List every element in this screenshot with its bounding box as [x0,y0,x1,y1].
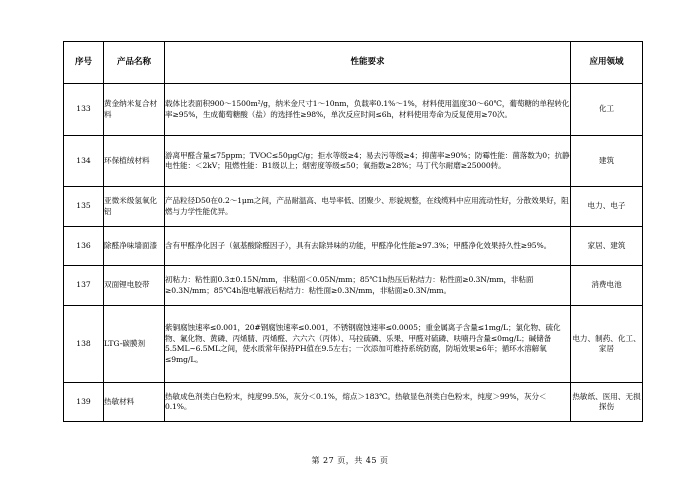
row-no: 135 [64,187,104,227]
page-number-footer: 第 27 页，共 45 页 [311,456,389,465]
header-performance: 性能要求 [165,42,571,84]
row-product-name: LTG-碳膜剂 [104,306,165,383]
table-row [64,306,643,383]
row-product-name: 环保植绒材料 [104,136,165,187]
table-row [64,136,643,187]
row-no: 139 [64,383,104,422]
row-performance: 热敏成色剂类白色粉末，纯度99.5%，灰分＜0.1%，熔点＞183℃。热敏显色剂类白色粉末，纯度＞99%，灰分＜0.1%。 [165,383,571,422]
row-performance: 游离甲醛含量≤75ppm；TVOC≤50μgC/g；拒水等级≥4；易去污等级≥4；抑菌率≥90%；防霉性能：菌落数为0；抗静电性能：＜2kV；阻燃性能：B1级以上；烟密度等级≤50；氧指数≥28%；马丁代尔耐磨≥25000转。 [165,136,571,187]
table-row [64,227,643,266]
row-no: 134 [64,136,104,187]
table-row [64,266,643,306]
row-application: 电力、电子 [571,187,643,227]
row-application: 电力、制药、化工、家居 [571,306,643,383]
row-performance: 含有甲醛净化因子（氨基酸除醛因子），具有去除异味的功能，甲醛净化性能≥97.3%；甲醛净化效果持久性≥95%。 [165,227,571,266]
table-row [64,187,643,227]
row-performance: 初粘力：粘性面0.3±0.15N/mm，非粘面＜0.05N/mm；85℃1h热压后粘结力：粘性面≥0.3N/mm，非粘面≥0.3N/mm；85℃4h泡电解液后粘结力：粘性面≥0.3N/mm，非粘面≥0.3N/mm。 [165,266,571,306]
row-application: 热敏纸、医用、无损探伤 [571,383,643,422]
header-product-name: 产品名称 [104,42,165,84]
row-product-name: 双面锂电胶带 [104,266,165,306]
product-spec-table [63,41,643,422]
row-application: 化工 [571,84,643,136]
row-no: 137 [64,266,104,306]
table-row [64,84,643,136]
row-product-name: 亚微米级氢氧化铝 [104,187,165,227]
row-performance: 载体比表面积900～1500m²/g，纳米金尺寸1～10nm，负载率0.1%～1%，材料使用温度30～60℃，葡萄糖的单程转化率≥95%，生成葡萄糖酸（盐）的选择性≥98%，单次反应时间≤6h，材料使用寿命为反复使用≥70次。 [165,84,571,136]
row-no: 138 [64,306,104,383]
row-performance: 紫铜腐蚀速率≤0.001，20#钢腐蚀速率≤0.001，不锈钢腐蚀速率≤0.0005；重金属离子含量≤1mg/L；氯化物、硫化物、氟化物、黄磷、丙烯腈、丙烯醛、六六六（丙体）、马拉硫磷、乐果、甲醛对硫磷、呋喃丹含量≤0mg/L；碱储备5.5ML~6.5ML之间，使水质常年保持PH值在9.5左右；一次添加可维持系统防腐，防垢效果≥6年；循环水溶解氧≤9mg/L。 [165,306,571,383]
row-no: 136 [64,227,104,266]
header-application: 应用领域 [571,42,643,84]
table-header-row [64,42,643,84]
table-row [64,383,643,422]
row-product-name: 黄金纳米复合材料 [104,84,165,136]
row-application: 建筑 [571,136,643,187]
row-product-name: 热敏材料 [104,383,165,422]
row-performance: 产品粒径D50在0.2～1μm之间，产品耐温高、电导率低、团聚少、形貌规整，在线缆料中应用流动性好，分散效果好，阻燃与力学性能优异。 [165,187,571,227]
row-no: 133 [64,84,104,136]
row-product-name: 除醛净味墙面漆 [104,227,165,266]
row-application: 消费电池 [571,266,643,306]
header-no: 序号 [64,42,104,84]
row-application: 家居、建筑 [571,227,643,266]
